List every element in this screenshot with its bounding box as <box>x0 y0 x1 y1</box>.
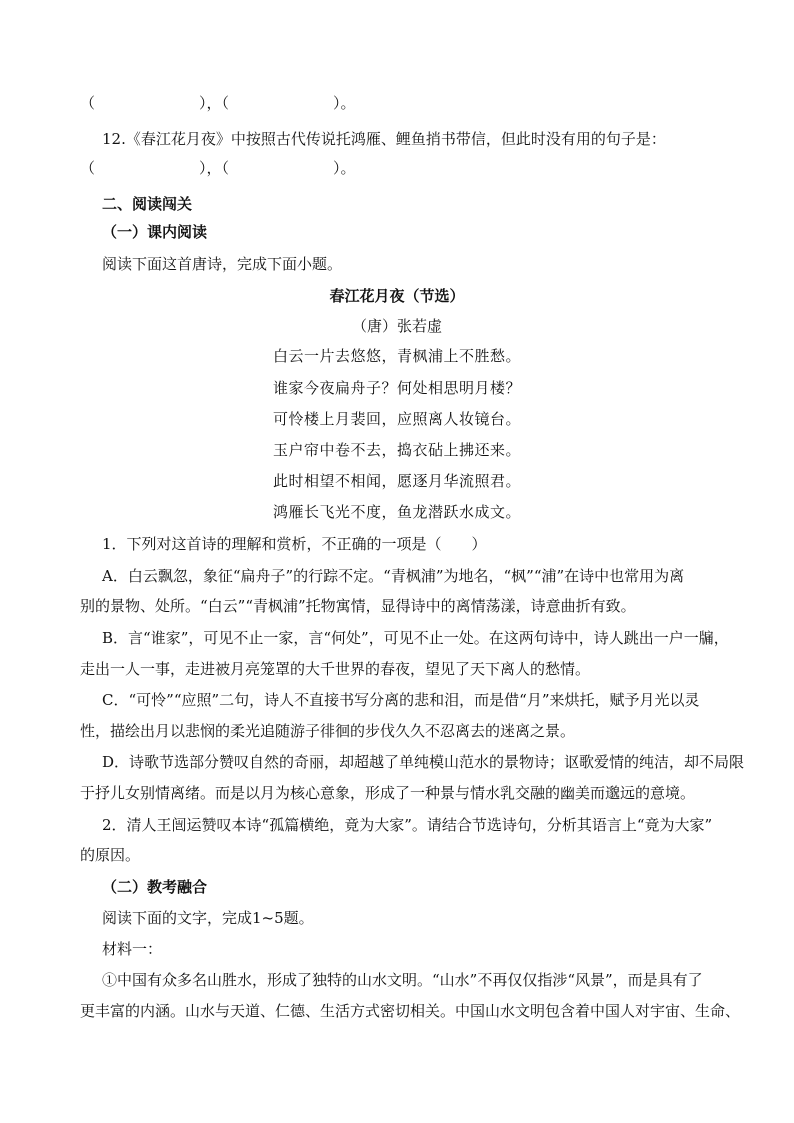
subsection-title: （二）教考融合 <box>102 878 208 896</box>
poem-title: 春江花月夜（节选） <box>329 287 465 305</box>
question-1-stem: 1．下列对这首诗的理解和赏析，不正确的一项是（ ） <box>102 535 487 553</box>
blank-separator: ），（ <box>199 94 230 112</box>
blank-open: （ <box>80 159 96 177</box>
reading-instruction: 阅读下面的文字，完成1~5题。 <box>102 909 314 927</box>
blank-separator: ），（ <box>199 159 230 177</box>
poem-line: 可怜楼上月裴回，应照离人妆镜台。 <box>272 410 521 428</box>
q12-answer-blanks <box>80 157 356 179</box>
poem-author: （唐）张若虚 <box>351 317 442 335</box>
poem-line: 白云一片去悠悠，青枫浦上不胜愁。 <box>272 347 521 365</box>
poem-line: 鸿雁长飞光不度，鱼龙潜跃水成文。 <box>272 503 521 521</box>
q12-stem: 12.《春江花月夜》中按照古代传说托鸿雁、鲤鱼捎书带信，但此时没有用的句子是： <box>102 130 666 148</box>
option-a: A．白云飘忽，象征“扁舟子”的行踪不定。“青枫浦”为地名，“枫”“浦”在诗中也常用为离 <box>102 567 685 585</box>
blank-open: （ <box>80 94 96 112</box>
option-b: B．言“谁家”，可见不止一家，言“何处”，可见不止一处。在这两句诗中，诗人跳出一户一牖， <box>102 629 729 647</box>
material-paragraph-cont: 更丰富的内涵。山水与天道、仁德、生活方式密切相关。中国山水文明包含着中国人对宇宙、生命、 <box>80 1002 741 1020</box>
poem-line: 玉户帘中卷不去，捣衣砧上拂还来。 <box>272 441 521 459</box>
option-d: D．诗歌节选部分赞叹自然的奇丽，却超越了单纯模山范水的景物诗；讴歌爱情的纯洁，却不局限 <box>102 753 745 771</box>
blank-close: ）。 <box>333 94 356 112</box>
reading-instruction: 阅读下面这首唐诗，完成下面小题。 <box>102 255 343 273</box>
subsection-title: （一）课内阅读 <box>102 223 208 241</box>
material-paragraph: ①中国有众多名山胜水，形成了独特的山水文明。“山水”不再仅仅指涉“风景”，而是具有了 <box>102 971 703 989</box>
option-c-cont: 性，描绘出月以悲悯的柔光追随游子徘徊的步伐久久不忍离去的迷离之景。 <box>80 722 576 740</box>
poem-line: 此时相望不相闻，愿逐月华流照君。 <box>272 472 521 490</box>
option-a-cont: 别的景物、处所。“白云”“青枫浦”托物寓情，显得诗中的离情荡漾，诗意曲折有致。 <box>80 597 636 615</box>
option-c: C．“可怜”“应照”二句，诗人不直接书写分离的悲和泪，而是借“月”来烘托，赋予月光以灵 <box>102 691 700 709</box>
option-b-cont: 走出一人一事，走进被月亮笼罩的大千世界的春夜，望见了天下离人的愁情。 <box>80 660 591 678</box>
material-label: 材料一： <box>102 940 163 958</box>
q11-answer-blanks <box>80 92 356 114</box>
question-2-stem: 2．清人王闿运赞叹本诗“孤篇横绝，竟为大家”。请结合节选诗句，分析其语言上“竟为大家” <box>102 816 713 834</box>
question-2-cont: 的原因。 <box>80 846 141 864</box>
poem-line: 谁家今夜扁舟子？何处相思明月楼？ <box>272 379 521 397</box>
option-d-cont: 于抒儿女别情离绪。而是以月为核心意象，形成了一种景与情水乳交融的幽美而邈远的意境。 <box>80 784 696 802</box>
section-title: 二、阅读闯关 <box>102 195 193 213</box>
blank-close: ）。 <box>333 159 356 177</box>
